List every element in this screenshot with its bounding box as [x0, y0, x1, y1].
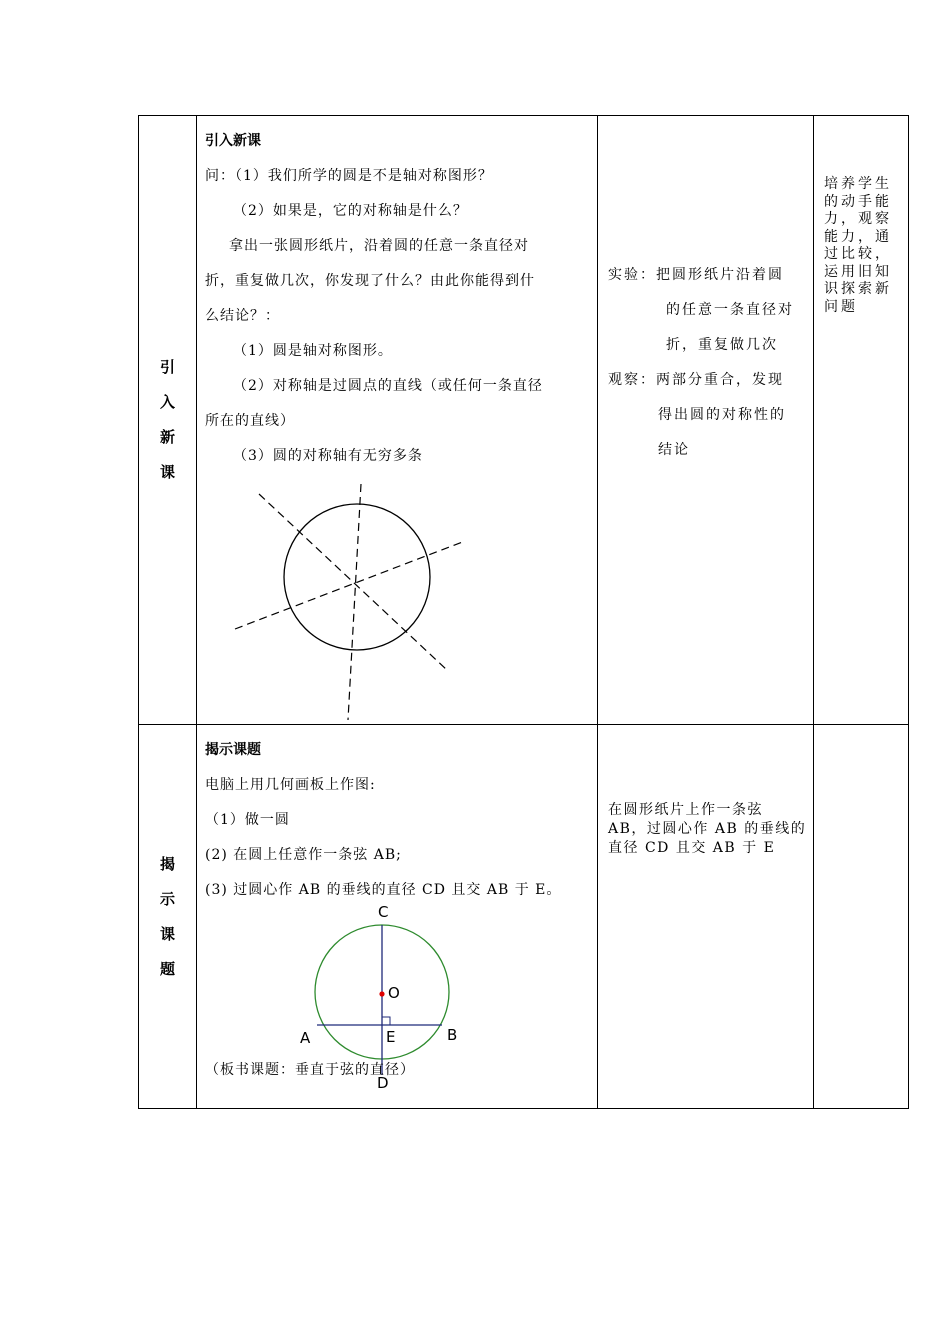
- label-a: A: [300, 1029, 311, 1047]
- stage-label: 揭 示 课 题: [159, 854, 175, 978]
- right-angle-mark: [382, 1017, 390, 1025]
- content-line: (3) 过圆心作 AB 的垂线的直径 CD 且交 AB 于 E。: [205, 882, 562, 898]
- center-point: [379, 991, 384, 996]
- activity-line: 观察：两部分重合，发现: [608, 372, 784, 388]
- purpose-line: 问题: [824, 298, 858, 315]
- section-heading: 引入新课: [205, 133, 261, 149]
- activity-line: 直径 CD 且交 AB 于 E: [608, 840, 776, 856]
- activity-line: 在圆形纸片上作一条弦: [608, 802, 763, 818]
- symmetry-axis-3: [348, 484, 361, 720]
- purpose-line: 过比较，: [824, 246, 892, 262]
- design-intent-cell: [814, 725, 909, 1109]
- stage-cell: [139, 725, 197, 1109]
- content-line: 所在的直线）: [205, 413, 295, 429]
- teaching-content-cell: [197, 116, 598, 725]
- content-line: 么结论？：: [205, 308, 280, 324]
- content-line: （1）圆是轴对称图形。: [233, 343, 393, 359]
- activity-line: 的任意一条直径对: [666, 302, 794, 318]
- lesson-plan-table: [138, 115, 909, 1109]
- purpose-line: 培养学生: [824, 176, 892, 192]
- symmetry-axis-1: [259, 494, 447, 670]
- stage-cell: [139, 116, 197, 725]
- board-title: （板书课题：垂直于弦的直径）: [205, 1062, 415, 1078]
- paper-circle: [284, 504, 430, 650]
- design-intent-cell: [814, 116, 909, 725]
- stage-label: 引 入 新 课: [159, 358, 175, 481]
- purpose-line: 能力，通: [824, 228, 892, 245]
- content-line: 拿出一张圆形纸片，沿着圆的任意一条直径对: [229, 238, 529, 254]
- purpose-line: 力，观察: [824, 211, 892, 227]
- content-line: （2）对称轴是过圆点的直线（或任何一条直径: [233, 378, 543, 394]
- student-activity-cell: [598, 725, 814, 1109]
- symmetry-axis-2: [235, 541, 465, 629]
- row-introduce-new-lesson: [139, 116, 909, 725]
- label-c: C: [378, 903, 389, 921]
- label-b: B: [447, 1026, 458, 1044]
- content-line: （1）做一圆: [205, 812, 290, 828]
- teaching-content-cell: [197, 725, 598, 1109]
- row-reveal-topic: [139, 725, 909, 1109]
- purpose-line: 识探索新: [824, 281, 892, 297]
- content-line: 电脑上用几何画板上作图:: [205, 777, 376, 793]
- content-line: 折，重复做几次，你发现了什么？由此你能得到什: [205, 273, 535, 289]
- activity-line: 折，重复做几次: [666, 337, 778, 353]
- activity-line: AB，过圆心作 AB 的垂线的: [608, 821, 807, 837]
- content-line: 问：（1）我们所学的圆是不是轴对称图形？: [205, 168, 493, 184]
- purpose-line: 的动手能: [824, 193, 892, 210]
- content-line: （2）如果是，它的对称轴是什么？: [233, 203, 468, 219]
- label-e: E: [386, 1028, 396, 1046]
- content-line: (2) 在圆上任意作一条弦 AB;: [205, 847, 402, 863]
- label-o: O: [388, 984, 400, 1002]
- section-heading: 揭示课题: [205, 742, 261, 758]
- activity-line: 实验：把圆形纸片沿着圆: [608, 267, 784, 283]
- student-activity-cell: [598, 116, 814, 725]
- symmetry-diagram: [197, 474, 597, 724]
- activity-line: 得出圆的对称性的: [658, 407, 786, 423]
- label-d: D: [377, 1074, 389, 1092]
- purpose-line: 运用旧知: [824, 263, 892, 280]
- content-line: （3）圆的对称轴有无穷多条: [233, 448, 423, 464]
- activity-line: 结论: [658, 442, 690, 458]
